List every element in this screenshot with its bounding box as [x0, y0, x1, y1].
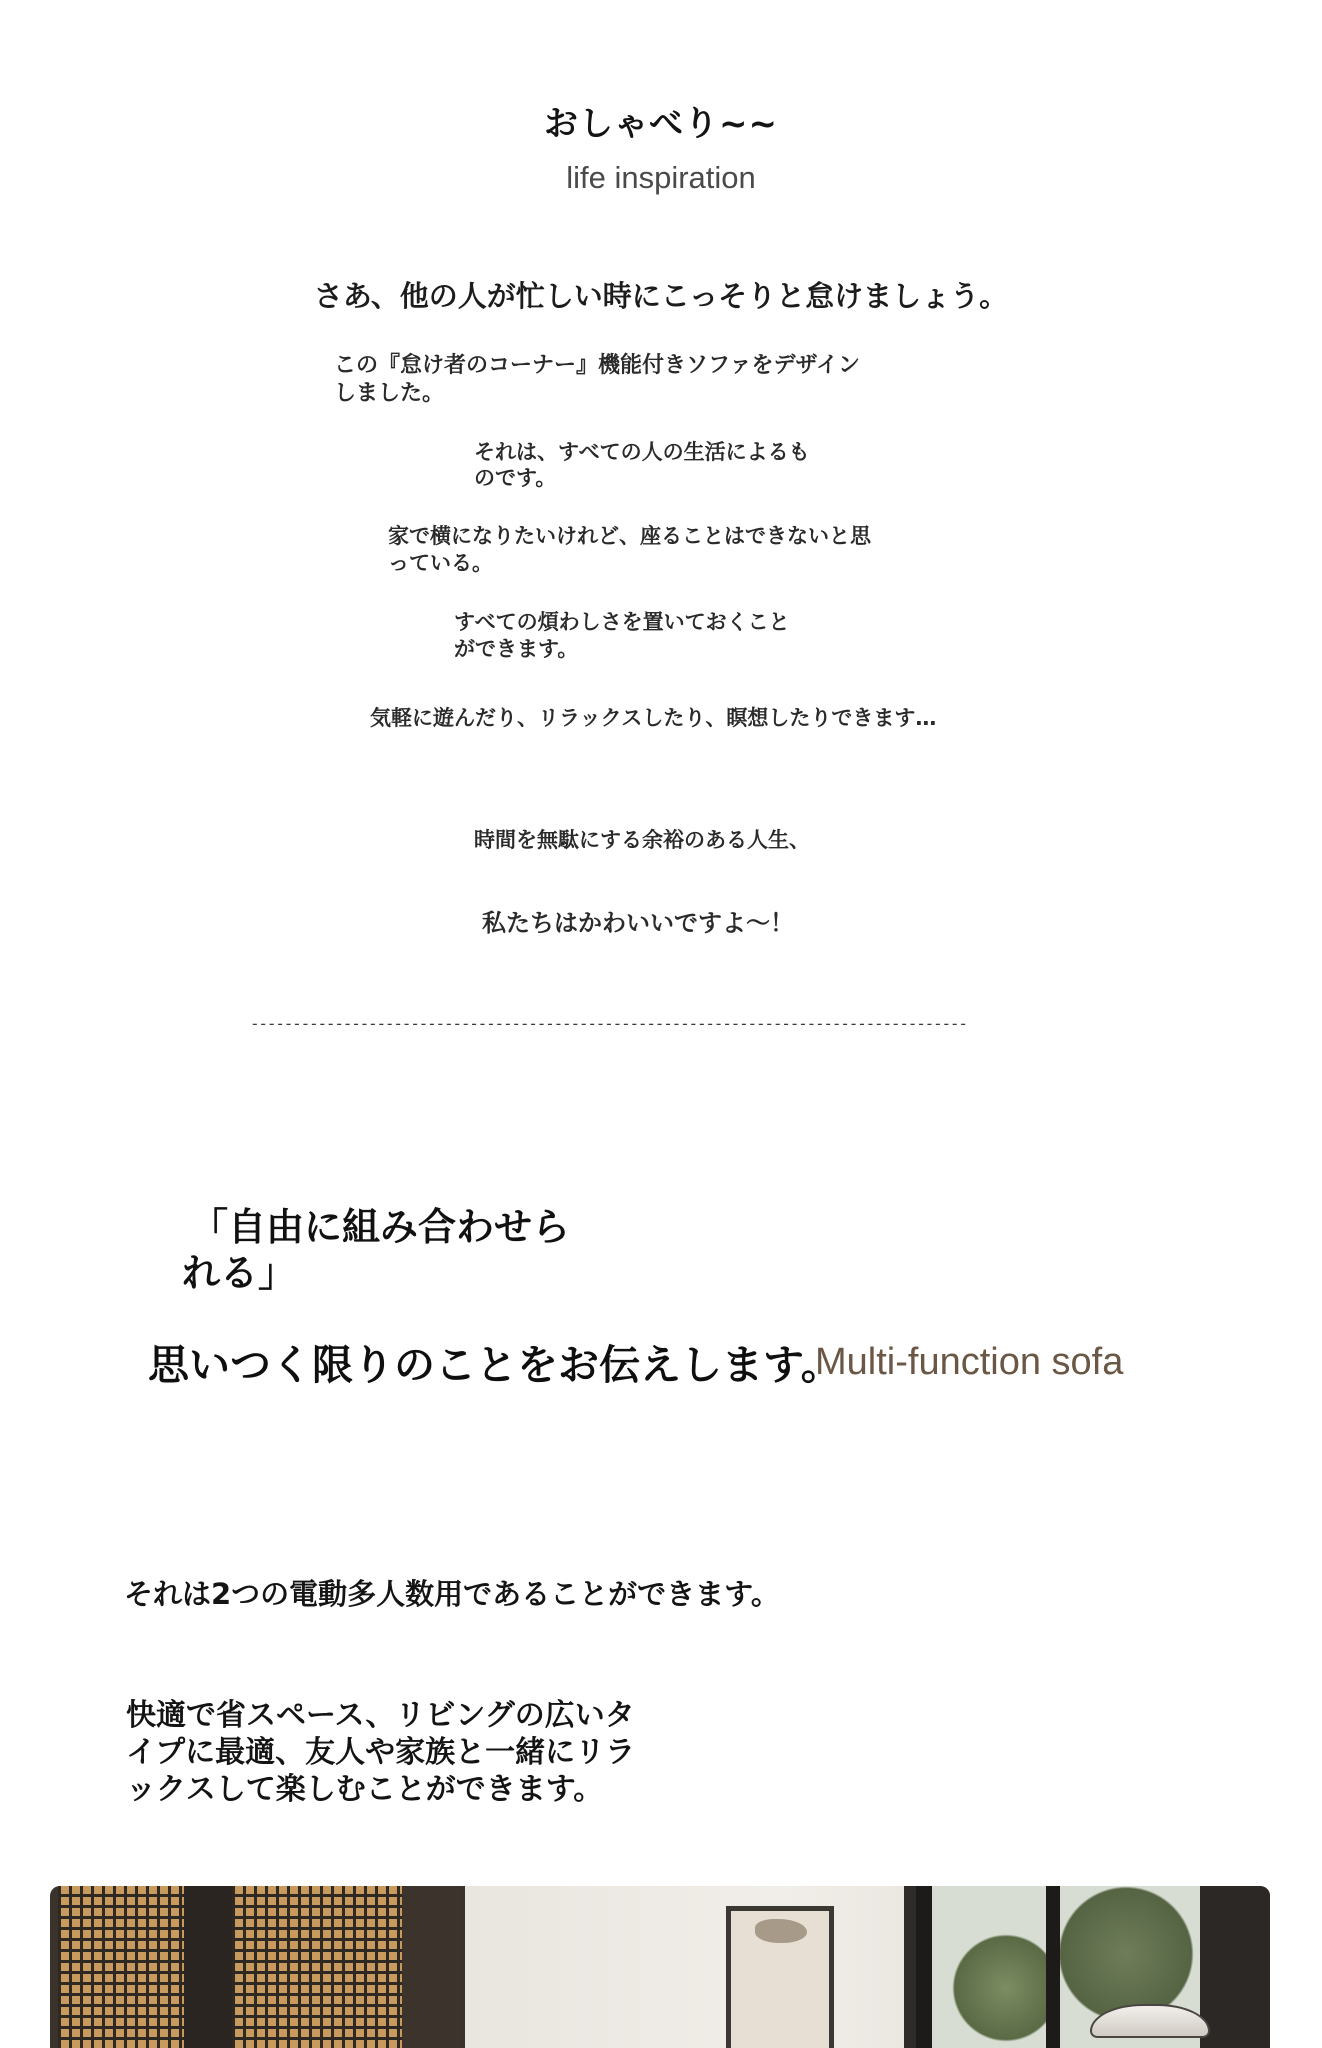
quote-line: れる」: [182, 1251, 297, 1295]
paragraph-line: 家で横になりたいけれど、座ることはできないと思: [388, 524, 871, 548]
headline: さあ、他の人が忙しい時にこっそりと怠けましょう。: [313, 279, 1009, 313]
comfort-line: ックスして楽しむことができます。: [126, 1772, 604, 1807]
english-label: Multi-function sofa: [815, 1341, 1124, 1383]
lattice-panel: [232, 1886, 402, 2048]
door-frame: [402, 1886, 462, 2048]
paragraph-line: ができます。: [454, 637, 579, 661]
paragraph-lie-down: [388, 523, 871, 577]
lattice-panel: [58, 1886, 184, 2048]
comfort-text: [126, 1697, 635, 1808]
paragraph-line: すべての煩わしさを置いておくこと: [454, 610, 790, 634]
section-title: おしゃべり~~: [544, 104, 778, 144]
paragraph-line: のです。: [474, 466, 557, 490]
paragraph-cute: 私たちはかわいいですよ～！: [482, 909, 794, 937]
feature-quote: [182, 1204, 571, 1296]
paragraph-everyone: [474, 439, 810, 491]
quote-line: 「自由に組み合わせら: [190, 1205, 571, 1249]
paragraph-design: [334, 352, 860, 408]
comfort-line: 快適で省スペース、リビングの広いタ: [126, 1698, 635, 1733]
window-frame: [916, 1886, 932, 2048]
paragraph-line: この『怠け者のコーナー』機能付きソファをデザイン: [334, 353, 861, 378]
door-frame: [184, 1886, 232, 2048]
feature-statement: 思いつく限りのことをお伝えします。: [148, 1341, 842, 1389]
dashed-divider: -------------------------------------------------------------------------------------: [250, 1014, 967, 1033]
paragraph-line: しました。: [334, 381, 445, 406]
electric-text: それは2つの電動多人数用であることができます。: [124, 1577, 780, 1611]
comfort-line: イプに最適、友人や家族と一緒にリラ: [126, 1735, 636, 1770]
paragraph-put-aside: [454, 609, 790, 663]
living-room-photo: [50, 1886, 1270, 2048]
wall-picture: [726, 1906, 834, 2048]
window-frame: [1200, 1886, 1270, 2048]
window-frame: [1046, 1886, 1060, 2048]
paragraph-line: っている。: [388, 551, 493, 575]
paragraph-relax: 気軽に遊んだり、リラックスしたり、瞑想したりできます…: [370, 706, 937, 730]
paragraph-time: 時間を無駄にする余裕のある人生、: [474, 828, 810, 852]
section-subtitle: life inspiration: [566, 160, 756, 195]
paragraph-line: それは、すべての人の生活によるも: [474, 440, 810, 464]
